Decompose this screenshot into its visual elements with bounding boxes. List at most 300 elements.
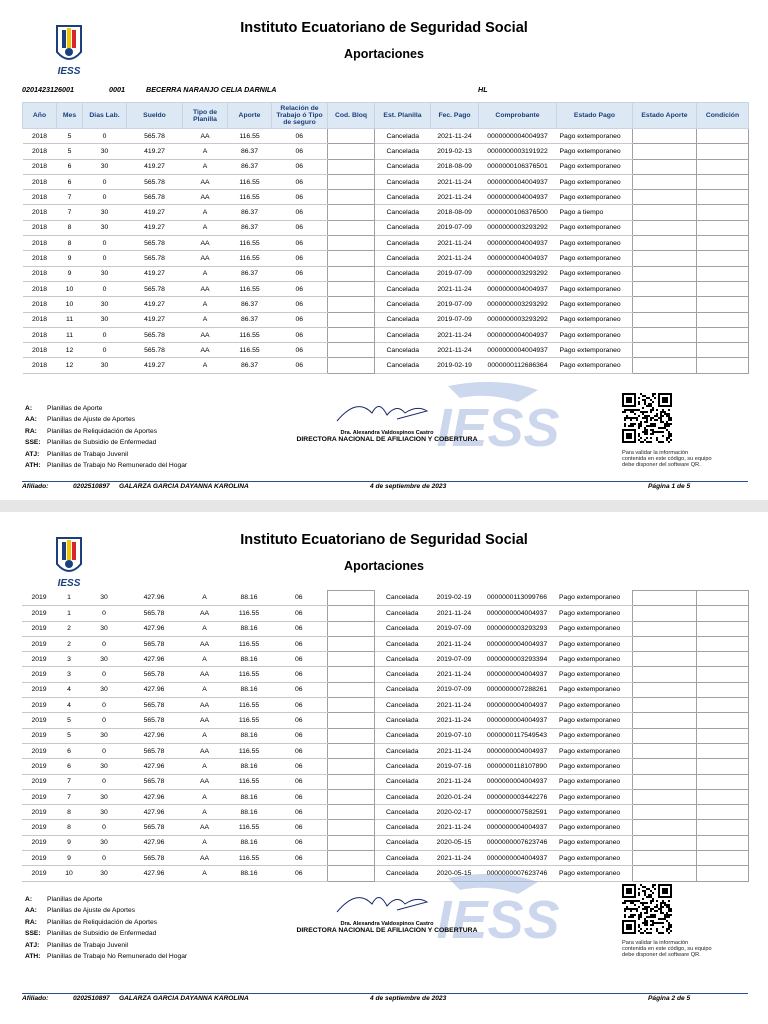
- table-cell: [327, 621, 374, 636]
- section-title: Aportaciones: [344, 559, 424, 573]
- table-cell: 0000000003191922: [479, 144, 557, 159]
- table-cell: 06: [271, 743, 327, 758]
- table-cell: [328, 358, 375, 373]
- table-cell: 10: [56, 866, 82, 881]
- table-cell: 0000000004004937: [478, 851, 556, 866]
- table-cell: 2020-01-24: [430, 789, 478, 804]
- table-cell: [633, 297, 697, 312]
- institute-title: Instituto Ecuatoriano de Seguridad Social: [240, 532, 528, 548]
- table-cell: 565.78: [127, 236, 183, 251]
- table-cell: Pago extemporaneo: [557, 174, 633, 189]
- table-cell: 86.37: [228, 205, 272, 220]
- table-cell: Pago extemporaneo: [557, 358, 633, 373]
- table-cell: [328, 251, 375, 266]
- table-cell: 06: [271, 789, 327, 804]
- table-cell: A: [183, 312, 228, 327]
- table-cell: [697, 297, 749, 312]
- table-cell: 2018: [23, 174, 57, 189]
- table-cell: [696, 713, 748, 728]
- iess-logo-text: IESS: [57, 66, 81, 77]
- table-row: [22, 636, 748, 651]
- table-cell: 30: [83, 220, 127, 235]
- table-cell: 88.16: [227, 835, 271, 850]
- table-cell: 0: [83, 190, 127, 205]
- table-cell: 9: [57, 251, 83, 266]
- table-cell: [327, 805, 374, 820]
- table-cell: 565.78: [126, 774, 182, 789]
- table-cell: [633, 220, 697, 235]
- table-cell: 0000000004004937: [478, 774, 556, 789]
- table-cell: [633, 190, 697, 205]
- table-cell: 2019: [22, 805, 56, 820]
- table-cell: 419.27: [127, 220, 183, 235]
- table-cell: 116.55: [227, 667, 271, 682]
- table-cell: AA: [182, 698, 227, 713]
- table-cell: 116.55: [227, 713, 271, 728]
- table-cell: 30: [82, 652, 126, 667]
- table-cell: [696, 759, 748, 774]
- table-cell: 419.27: [127, 205, 183, 220]
- table-cell: 2019: [22, 835, 56, 850]
- table-row: [23, 236, 749, 251]
- employer-ruc: 0201423126001: [22, 85, 74, 94]
- table-row: [23, 174, 749, 189]
- table-cell: 06: [272, 358, 328, 373]
- table-row: [22, 851, 748, 866]
- table-cell: Cancelada: [375, 236, 431, 251]
- table-cell: [697, 190, 749, 205]
- table-cell: [328, 236, 375, 251]
- table-cell: [328, 190, 375, 205]
- table-cell: AA: [183, 251, 228, 266]
- legend-item: RA: Planillas de Reliquidación de Aportes: [25, 918, 158, 926]
- table-cell: [697, 251, 749, 266]
- table-cell: 0000000003293292: [479, 220, 557, 235]
- table-cell: 86.37: [228, 266, 272, 281]
- table-cell: Cancelada: [374, 866, 430, 881]
- table-cell: Cancelada: [375, 312, 431, 327]
- table-cell: 2019: [22, 636, 56, 651]
- table-cell: 4: [56, 698, 82, 713]
- table-cell: 0000000004004937: [479, 251, 557, 266]
- table-cell: [632, 835, 696, 850]
- table-cell: [328, 159, 375, 174]
- table-row: [23, 251, 749, 266]
- table-cell: Pago extemporaneo: [556, 652, 632, 667]
- table-cell: [696, 774, 748, 789]
- table-cell: 2021-11-24: [431, 236, 479, 251]
- table-cell: 06: [271, 759, 327, 774]
- table-cell: AA: [182, 820, 227, 835]
- table-cell: Pago a tiempo: [557, 205, 633, 220]
- table-cell: 0000000003293292: [479, 297, 557, 312]
- table-cell: [327, 759, 374, 774]
- table-cell: Cancelada: [374, 591, 430, 606]
- table-cell: Cancelada: [374, 606, 430, 621]
- table-cell: 06: [272, 174, 328, 189]
- signatory-title: DIRECTORA NACIONAL DE AFILIACION Y COBERTURA: [296, 927, 478, 934]
- table-cell: 2019: [22, 820, 56, 835]
- footer-label: Afiliado:: [22, 483, 49, 490]
- table-cell: 06: [271, 606, 327, 621]
- table-cell: Pago extemporaneo: [556, 820, 632, 835]
- table-cell: 0000000113099766: [478, 591, 556, 606]
- table-cell: Pago extemporaneo: [557, 281, 633, 296]
- table-cell: 2018: [23, 129, 57, 144]
- table-cell: [328, 281, 375, 296]
- table-cell: 565.78: [126, 606, 182, 621]
- table-cell: 88.16: [227, 789, 271, 804]
- table-cell: [696, 805, 748, 820]
- table-cell: [633, 251, 697, 266]
- table-cell: 06: [272, 312, 328, 327]
- table-cell: A: [182, 835, 227, 850]
- table-cell: [633, 358, 697, 373]
- table-cell: AA: [182, 743, 227, 758]
- table-row: [23, 220, 749, 235]
- table-cell: 2019: [22, 606, 56, 621]
- contributions-table-page-1: [22, 102, 749, 374]
- table-cell: 2: [56, 621, 82, 636]
- legend-item: ATJ: Planillas de Trabajo Juvenil: [25, 450, 129, 458]
- table-cell: [632, 652, 696, 667]
- table-cell: 86.37: [228, 312, 272, 327]
- table-cell: [697, 129, 749, 144]
- table-cell: 116.55: [228, 174, 272, 189]
- table-cell: 88.16: [227, 652, 271, 667]
- table-cell: AA: [182, 606, 227, 621]
- table-cell: [632, 713, 696, 728]
- table-cell: 116.55: [228, 281, 272, 296]
- table-cell: Cancelada: [374, 698, 430, 713]
- table-cell: 0: [83, 327, 127, 342]
- table-cell: 0: [82, 698, 126, 713]
- table-cell: [327, 728, 374, 743]
- table-cell: [633, 266, 697, 281]
- table-cell: 06: [271, 820, 327, 835]
- table-row: [22, 774, 748, 789]
- table-cell: 419.27: [127, 312, 183, 327]
- table-cell: Cancelada: [375, 281, 431, 296]
- table-cell: Pago extemporaneo: [557, 251, 633, 266]
- column-header: Estado Pago: [557, 103, 633, 129]
- table-cell: AA: [183, 129, 228, 144]
- table-cell: 12: [57, 358, 83, 373]
- table-cell: AA: [183, 174, 228, 189]
- table-cell: 2021-11-24: [430, 820, 478, 835]
- table-cell: 419.27: [127, 144, 183, 159]
- table-cell: 116.55: [228, 343, 272, 358]
- table-cell: 88.16: [227, 621, 271, 636]
- table-cell: [632, 759, 696, 774]
- table-cell: 0000000004004937: [478, 820, 556, 835]
- table-cell: 10: [57, 297, 83, 312]
- table-cell: AA: [182, 774, 227, 789]
- table-cell: Pago extemporaneo: [556, 728, 632, 743]
- signature-icon: [327, 395, 447, 425]
- table-cell: 2021-11-24: [430, 636, 478, 651]
- table-cell: 86.37: [228, 159, 272, 174]
- table-cell: 565.78: [126, 851, 182, 866]
- table-cell: [697, 174, 749, 189]
- table-cell: A: [183, 266, 228, 281]
- table-cell: 2019: [22, 728, 56, 743]
- table-cell: 0000000004004937: [479, 236, 557, 251]
- table-row: [23, 312, 749, 327]
- table-cell: 2020-02-17: [430, 805, 478, 820]
- table-cell: 86.37: [228, 358, 272, 373]
- table-cell: 06: [271, 698, 327, 713]
- table-cell: 427.96: [126, 759, 182, 774]
- table-cell: 565.78: [127, 129, 183, 144]
- table-cell: Cancelada: [375, 129, 431, 144]
- table-cell: 30: [83, 159, 127, 174]
- table-cell: 0000000004004937: [478, 698, 556, 713]
- table-cell: 06: [271, 728, 327, 743]
- table-cell: [632, 636, 696, 651]
- table-cell: Pago extemporaneo: [557, 297, 633, 312]
- legend-item: AA: Planillas de Ajuste de Aportes: [25, 907, 136, 915]
- table-cell: [697, 312, 749, 327]
- table-row: [23, 343, 749, 358]
- table-header-row: [23, 103, 749, 129]
- column-header: Tipo de Planilla: [183, 103, 228, 129]
- table-cell: 0: [82, 713, 126, 728]
- table-cell: Cancelada: [374, 820, 430, 835]
- column-header: Est. Planilla: [375, 103, 431, 129]
- table-row: [22, 759, 748, 774]
- table-cell: 86.37: [228, 297, 272, 312]
- table-cell: [632, 728, 696, 743]
- table-cell: [697, 220, 749, 235]
- table-cell: Cancelada: [375, 144, 431, 159]
- table-cell: [696, 835, 748, 850]
- table-cell: Pago extemporaneo: [557, 144, 633, 159]
- table-cell: Cancelada: [374, 636, 430, 651]
- table-cell: 06: [271, 774, 327, 789]
- table-row: [23, 159, 749, 174]
- table-cell: 565.78: [127, 281, 183, 296]
- table-row: [23, 205, 749, 220]
- table-cell: A: [183, 159, 228, 174]
- table-cell: [327, 698, 374, 713]
- legend: [25, 403, 187, 471]
- table-cell: 2019: [22, 743, 56, 758]
- table-cell: A: [182, 682, 227, 697]
- table-row: [23, 297, 749, 312]
- table-cell: 565.78: [127, 343, 183, 358]
- watermark-text: IESS: [436, 890, 560, 950]
- table-cell: Pago extemporaneo: [556, 835, 632, 850]
- legend-item: A: Planillas de Aporte: [25, 405, 103, 412]
- table-cell: Pago extemporaneo: [557, 129, 633, 144]
- legend-item: ATH: Planillas de Trabajo No Remunerado del Hogar: [25, 953, 188, 961]
- table-row: [22, 606, 748, 621]
- table-cell: [328, 205, 375, 220]
- table-cell: 3: [56, 652, 82, 667]
- table-cell: 116.55: [228, 129, 272, 144]
- table-cell: 2019: [22, 851, 56, 866]
- table-cell: AA: [182, 713, 227, 728]
- table-cell: Cancelada: [375, 343, 431, 358]
- table-cell: 2018: [23, 190, 57, 205]
- table-cell: 0000000004004937: [479, 281, 557, 296]
- table-cell: AA: [182, 851, 227, 866]
- table-cell: 2018: [23, 266, 57, 281]
- table-cell: 7: [57, 205, 83, 220]
- column-header: Comprobante: [479, 103, 557, 129]
- table-cell: 30: [82, 789, 126, 804]
- table-cell: 0000000003293394: [478, 652, 556, 667]
- table-cell: [696, 820, 748, 835]
- table-row: [22, 820, 748, 835]
- table-cell: 0000000004004937: [478, 606, 556, 621]
- table-cell: 0: [82, 743, 126, 758]
- table-cell: A: [183, 358, 228, 373]
- table-cell: [697, 144, 749, 159]
- table-cell: 2019: [22, 591, 56, 606]
- table-cell: 2019-07-09: [431, 220, 479, 235]
- table-cell: 2019: [22, 652, 56, 667]
- table-cell: 116.55: [228, 251, 272, 266]
- table-cell: 427.96: [126, 682, 182, 697]
- column-header: Relación de Trabajo ó Tipo de seguro: [272, 103, 328, 129]
- table-cell: A: [183, 297, 228, 312]
- signature-block: [292, 886, 482, 934]
- table-cell: 30: [82, 728, 126, 743]
- table-cell: Cancelada: [374, 713, 430, 728]
- table-cell: 0000000003293292: [479, 266, 557, 281]
- table-cell: 2021-11-24: [430, 667, 478, 682]
- table-cell: 30: [82, 682, 126, 697]
- table-cell: AA: [182, 636, 227, 651]
- legend: [25, 894, 187, 962]
- table-cell: 2019: [22, 759, 56, 774]
- page-footer: [22, 993, 748, 1005]
- table-cell: 2019: [22, 713, 56, 728]
- table-cell: [327, 682, 374, 697]
- legend-item: RA: Planillas de Reliquidación de Aportes: [25, 427, 158, 435]
- signatory-name: Dra. Alexandra Valdospinos Castro: [340, 921, 434, 927]
- table-cell: 0: [82, 774, 126, 789]
- section-title: Aportaciones: [344, 47, 424, 61]
- table-cell: 2019-07-16: [430, 759, 478, 774]
- table-cell: [696, 698, 748, 713]
- table-cell: Cancelada: [374, 682, 430, 697]
- column-header: Aporte: [228, 103, 272, 129]
- table-cell: 06: [272, 129, 328, 144]
- table-cell: A: [183, 144, 228, 159]
- table-cell: 06: [271, 682, 327, 697]
- table-cell: A: [182, 789, 227, 804]
- table-cell: 30: [83, 205, 127, 220]
- table-cell: [632, 682, 696, 697]
- table-cell: 11: [57, 327, 83, 342]
- table-cell: 1: [56, 606, 82, 621]
- table-cell: [327, 820, 374, 835]
- table-cell: [633, 343, 697, 358]
- table-cell: 565.78: [126, 820, 182, 835]
- affiliate-id: 0202510897: [73, 995, 110, 1002]
- table-cell: [632, 851, 696, 866]
- table-cell: 2021-11-24: [430, 743, 478, 758]
- table-cell: Cancelada: [375, 159, 431, 174]
- table-cell: 30: [83, 312, 127, 327]
- table-row: [22, 652, 748, 667]
- table-cell: 6: [57, 174, 83, 189]
- table-cell: 0000000004004937: [478, 743, 556, 758]
- table-cell: Cancelada: [374, 805, 430, 820]
- affiliate-id: 0202510897: [73, 483, 110, 490]
- table-cell: [633, 236, 697, 251]
- table-cell: 11: [57, 312, 83, 327]
- table-cell: [697, 281, 749, 296]
- table-cell: [697, 205, 749, 220]
- table-cell: Cancelada: [375, 358, 431, 373]
- table-row: [22, 866, 748, 881]
- affiliate-name: GALARZA GARCIA DAYANNA KAROLINA: [119, 995, 249, 1002]
- table-cell: [327, 743, 374, 758]
- table-cell: 2019: [22, 667, 56, 682]
- table-cell: 88.16: [227, 591, 271, 606]
- table-cell: 8: [57, 220, 83, 235]
- table-cell: 2021-11-24: [431, 190, 479, 205]
- table-cell: [696, 606, 748, 621]
- table-cell: [696, 728, 748, 743]
- table-cell: 30: [83, 144, 127, 159]
- table-cell: 6: [57, 159, 83, 174]
- table-cell: [328, 312, 375, 327]
- table-cell: 2018: [23, 159, 57, 174]
- table-cell: [328, 144, 375, 159]
- table-cell: Cancelada: [375, 266, 431, 281]
- table-cell: Cancelada: [374, 759, 430, 774]
- table-cell: [328, 174, 375, 189]
- table-cell: Cancelada: [374, 728, 430, 743]
- table-cell: [632, 866, 696, 881]
- table-cell: 419.27: [127, 266, 183, 281]
- page-footer: [22, 481, 748, 493]
- table-row: [22, 667, 748, 682]
- table-cell: 565.78: [126, 713, 182, 728]
- table-cell: 30: [83, 297, 127, 312]
- table-cell: 30: [82, 759, 126, 774]
- column-header: Estado Aporte: [633, 103, 697, 129]
- table-cell: 2018: [23, 205, 57, 220]
- table-cell: 2018: [23, 312, 57, 327]
- table-cell: 565.78: [127, 190, 183, 205]
- table-cell: AA: [183, 343, 228, 358]
- table-cell: [633, 312, 697, 327]
- table-cell: Pago extemporaneo: [556, 591, 632, 606]
- table-cell: 2: [56, 636, 82, 651]
- table-cell: A: [182, 621, 227, 636]
- table-cell: Pago extemporaneo: [556, 606, 632, 621]
- table-cell: Cancelada: [374, 851, 430, 866]
- table-cell: A: [182, 866, 227, 881]
- table-row: [23, 281, 749, 296]
- table-cell: A: [182, 805, 227, 820]
- table-cell: 06: [271, 835, 327, 850]
- table-cell: 2018-08-09: [431, 205, 479, 220]
- column-header: Dias Lab.: [83, 103, 127, 129]
- table-cell: [632, 743, 696, 758]
- table-cell: [632, 621, 696, 636]
- table-cell: [328, 327, 375, 342]
- document-page-2: [0, 512, 768, 1012]
- table-row: [22, 835, 748, 850]
- table-cell: 2019-07-09: [431, 297, 479, 312]
